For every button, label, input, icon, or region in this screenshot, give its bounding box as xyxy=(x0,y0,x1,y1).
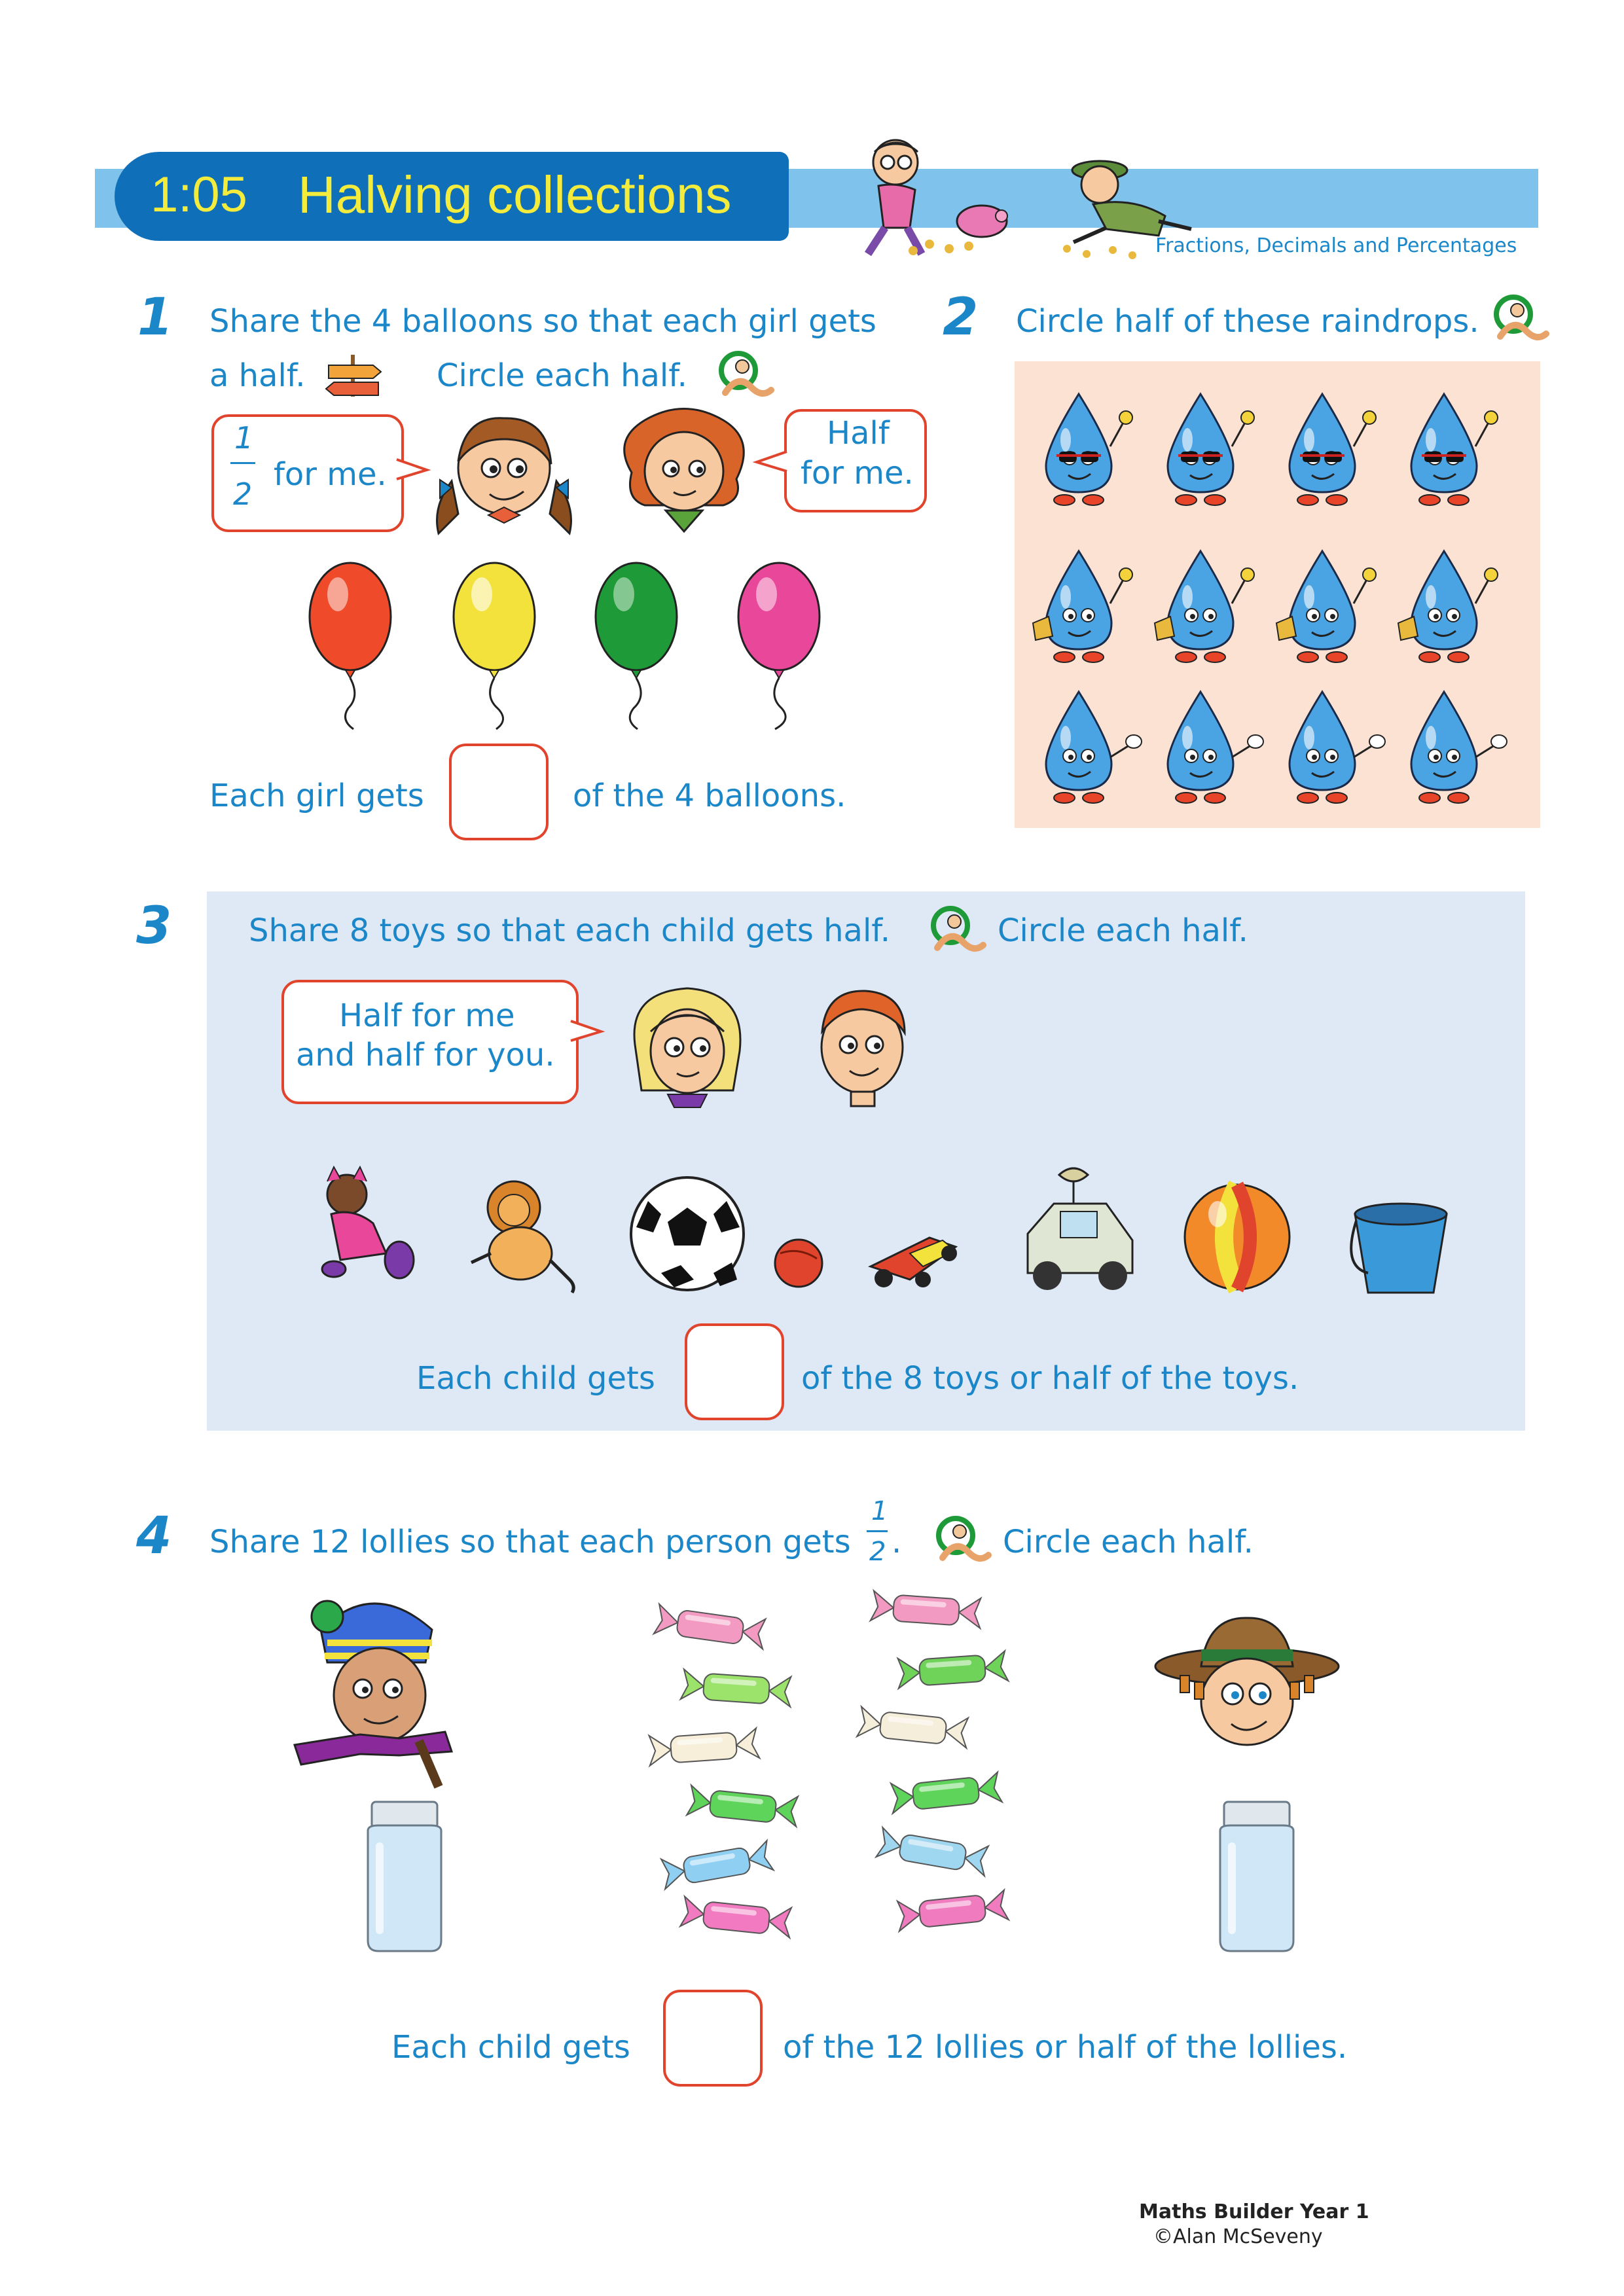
q4-fraction-numerator: 1 xyxy=(871,1496,888,1526)
racing-car xyxy=(871,1238,957,1287)
lolly xyxy=(660,1840,773,1889)
lolly xyxy=(896,1890,1009,1931)
raindrop xyxy=(1033,551,1132,662)
beach-ball xyxy=(1185,1185,1290,1289)
toys-row xyxy=(295,1155,1460,1312)
q1-answer-box[interactable] xyxy=(449,744,549,840)
bubble-fraction-bar xyxy=(230,462,255,464)
speech-bubble-tail-right xyxy=(754,449,787,475)
worm-pencil-icon xyxy=(1487,291,1549,343)
lolly xyxy=(890,1772,1002,1813)
q4-prompt-a: Share 12 lollies so that each person gets xyxy=(209,1524,851,1560)
q3-answer-suffix: of the 8 toys or half of the toys. xyxy=(801,1360,1299,1397)
raindrop xyxy=(1398,551,1498,662)
q2-prompt: Circle half of these raindrops. xyxy=(1016,303,1479,340)
girl-with-pigtails xyxy=(425,403,583,540)
doll-toy xyxy=(322,1167,414,1278)
q3-prompt-b: Circle each half. xyxy=(998,912,1248,949)
child-with-hat xyxy=(1149,1610,1345,1767)
balloon-pink xyxy=(738,563,820,729)
q4-fraction-period: . xyxy=(892,1524,902,1560)
q3-bubble-line2: and half for you. xyxy=(296,1037,555,1073)
child-with-beanie xyxy=(281,1590,478,1800)
raindrop xyxy=(1276,551,1376,662)
speech-bubble-tail xyxy=(571,1018,604,1045)
raindrop xyxy=(1168,692,1263,803)
jar-left xyxy=(359,1797,450,1954)
lolly xyxy=(654,1604,767,1649)
balloons-group xyxy=(288,551,844,734)
jar-right xyxy=(1211,1797,1303,1954)
lolly xyxy=(681,1669,793,1707)
bubble-fraction-denominator: 2 xyxy=(233,476,253,512)
raindrop xyxy=(1046,394,1132,505)
footer-copyright: ©Alan McSeveny xyxy=(1153,2225,1323,2248)
wind-up-car xyxy=(1028,1168,1132,1290)
q3-answer-prefix: Each child gets xyxy=(416,1360,655,1397)
q3-prompt-a: Share 8 toys so that each child gets half. xyxy=(249,912,890,949)
q4-answer-prefix: Each child gets xyxy=(391,2029,630,2066)
q4-prompt-b: Circle each half. xyxy=(1003,1524,1254,1560)
balloon-yellow xyxy=(454,563,535,729)
strand-label: Fractions, Decimals and Percentages xyxy=(1155,234,1517,257)
raindrop xyxy=(1411,394,1498,505)
question-3-number: 3 xyxy=(136,897,172,956)
bucket xyxy=(1351,1204,1447,1293)
small-red-ball xyxy=(775,1240,822,1287)
lolly xyxy=(648,1728,760,1766)
worm-pencil-icon xyxy=(712,347,774,399)
raindrop xyxy=(1155,551,1254,662)
worm-pencil-icon xyxy=(924,902,986,954)
q1-prompt-line2a: a half. xyxy=(209,357,306,394)
question-4-number: 4 xyxy=(136,1507,172,1566)
q3-answer-box[interactable] xyxy=(685,1323,784,1420)
raindrop xyxy=(1290,692,1385,803)
lolly xyxy=(871,1590,983,1628)
raindrop xyxy=(1411,692,1507,803)
q4-fraction-bar xyxy=(867,1530,888,1532)
q1-answer-prefix: Each girl gets xyxy=(209,778,424,814)
soccer-ball xyxy=(631,1177,744,1290)
lolly xyxy=(897,1651,1009,1689)
q1-answer-suffix: of the 4 balloons. xyxy=(573,778,846,814)
q4-fraction-denominator: 2 xyxy=(869,1537,886,1567)
lolly xyxy=(687,1785,799,1826)
girl-with-curly-hair xyxy=(605,401,763,538)
balloon-green xyxy=(596,563,677,729)
q4-answer-box[interactable] xyxy=(663,1990,763,2087)
question-1-number: 1 xyxy=(137,288,173,347)
raindrops-grid xyxy=(1015,361,1540,828)
q1-prompt-line1: Share the 4 balloons so that each girl gets xyxy=(209,303,876,340)
lolly xyxy=(680,1896,793,1937)
blonde-girl-head xyxy=(622,979,753,1110)
lolly xyxy=(857,1706,969,1748)
worm-pencil-icon xyxy=(929,1512,992,1564)
page-title: Halving collections xyxy=(298,166,732,224)
bubble-left-text: for me. xyxy=(274,456,387,493)
q4-answer-suffix: of the 12 lollies or half of the lollies. xyxy=(783,2029,1348,2066)
q3-bubble-line1: Half for me xyxy=(339,997,515,1034)
lesson-number: 1:05 xyxy=(151,167,247,223)
footer-book-title: Maths Builder Year 1 xyxy=(1139,2200,1369,2223)
bubble-fraction-numerator: 1 xyxy=(234,420,254,456)
lolly xyxy=(876,1827,989,1876)
q1-prompt-line2b: Circle each half. xyxy=(437,357,687,394)
boy-head xyxy=(800,979,924,1110)
raindrop xyxy=(1290,394,1376,505)
lollies-group xyxy=(645,1590,1090,1957)
signpost-icon xyxy=(322,352,385,398)
header-cartoon-girl-with-pig xyxy=(844,130,1021,260)
raindrop xyxy=(1046,692,1142,803)
speech-bubble-tail xyxy=(397,457,429,483)
bubble-right-line1: Half xyxy=(827,415,890,452)
balloon-red xyxy=(310,563,391,729)
bubble-right-line2: for me. xyxy=(801,455,914,492)
toy-lion xyxy=(471,1181,573,1293)
raindrop xyxy=(1168,394,1254,505)
question-2-number: 2 xyxy=(943,288,979,347)
